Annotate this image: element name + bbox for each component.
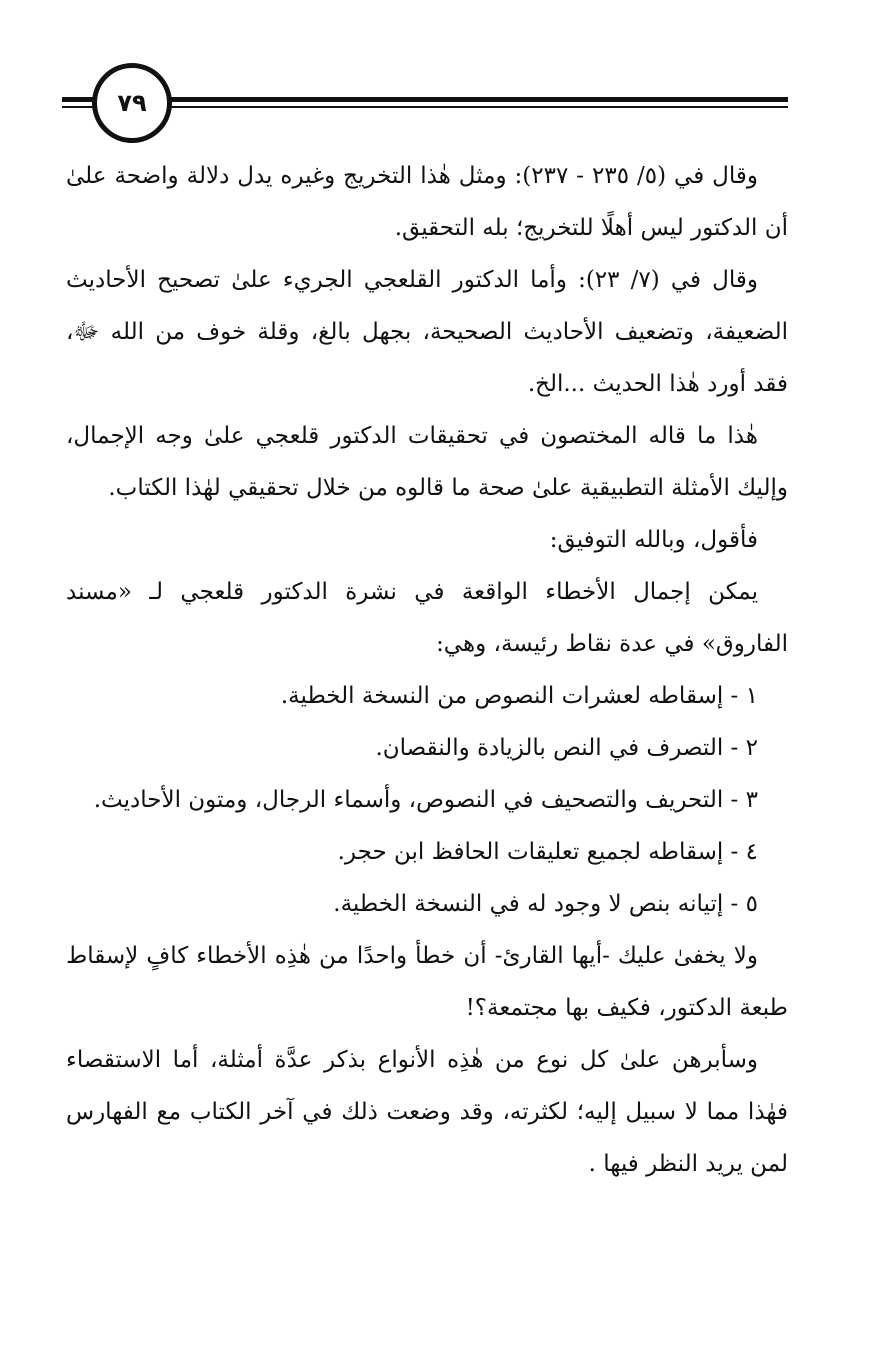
paragraph: هٰذا ما قاله المختصون في تحقيقات الدكتور قلعجي علىٰ وجه الإجمال، وإليك الأمثلة التطبيقية علىٰ صحة ما قالوه من خلال تحقيقي لهٰذا الكتاب.: [66, 423, 788, 501]
list-item: ١ - إسقاطه لعشرات النصوص من النسخة الخطية.: [280, 683, 758, 709]
page-number: ٧٩: [117, 89, 147, 117]
paragraph: ولا يخفىٰ عليك -أيها القارئ- أن خطأ واحدًا من هٰذِه الأخطاء كافٍ لإسقاط طبعة الدكتور، فكيف بها مجتمعة؟!: [66, 943, 788, 1021]
page-body: [66, 150, 788, 1190]
paragraph: وقال في (٥/ ٢٣٥ - ٢٣٧): ومثل هٰذا التخريج وغيره يدل دلالة واضحة علىٰ أن الدكتور ليس أهلًا للتخريج؛ بله التحقيق.: [66, 163, 788, 241]
paragraph: وقال في (٧/ ٢٣): وأما الدكتور القلعجي الجريء علىٰ تصحيح الأحاديث الضعيفة، وتضعيف الأحاديث الصحيحة، بجهل بالغ، وقلة خوف من الله ﷻ، فقد أورد هٰذا الحديث ...الخ.: [66, 267, 788, 397]
paragraph: يمكن إجمال الأخطاء الواقعة في نشرة الدكتور قلعجي لـ «مسند الفاروق» في عدة نقاط رئيسة، وهي:: [66, 579, 788, 657]
paragraph: وسأبرهن علىٰ كل نوع من هٰذِه الأنواع بذكر عدَّة أمثلة، أما الاستقصاء فهٰذا مما لا سبيل إليه؛ لكثرته، وقد وضعت ذلك في آخر الكتاب مع الفهارس لمن يريد النظر فيها .: [66, 1047, 788, 1177]
page-header: [0, 0, 873, 150]
list-item: ٣ - التحريف والتصحيف في النصوص، وأسماء الرجال، ومتون الأحاديث.: [93, 787, 758, 813]
paragraph: فأقول، وبالله التوفيق:: [549, 527, 758, 553]
list-item: ٤ - إسقاطه لجميع تعليقات الحافظ ابن حجر.: [337, 839, 758, 865]
list-item: ٥ - إتيانه بنص لا وجود له في النسخة الخطية.: [333, 891, 758, 917]
page-number-badge: [92, 63, 172, 143]
list-item: ٢ - التصرف في النص بالزيادة والنقصان.: [375, 735, 758, 761]
